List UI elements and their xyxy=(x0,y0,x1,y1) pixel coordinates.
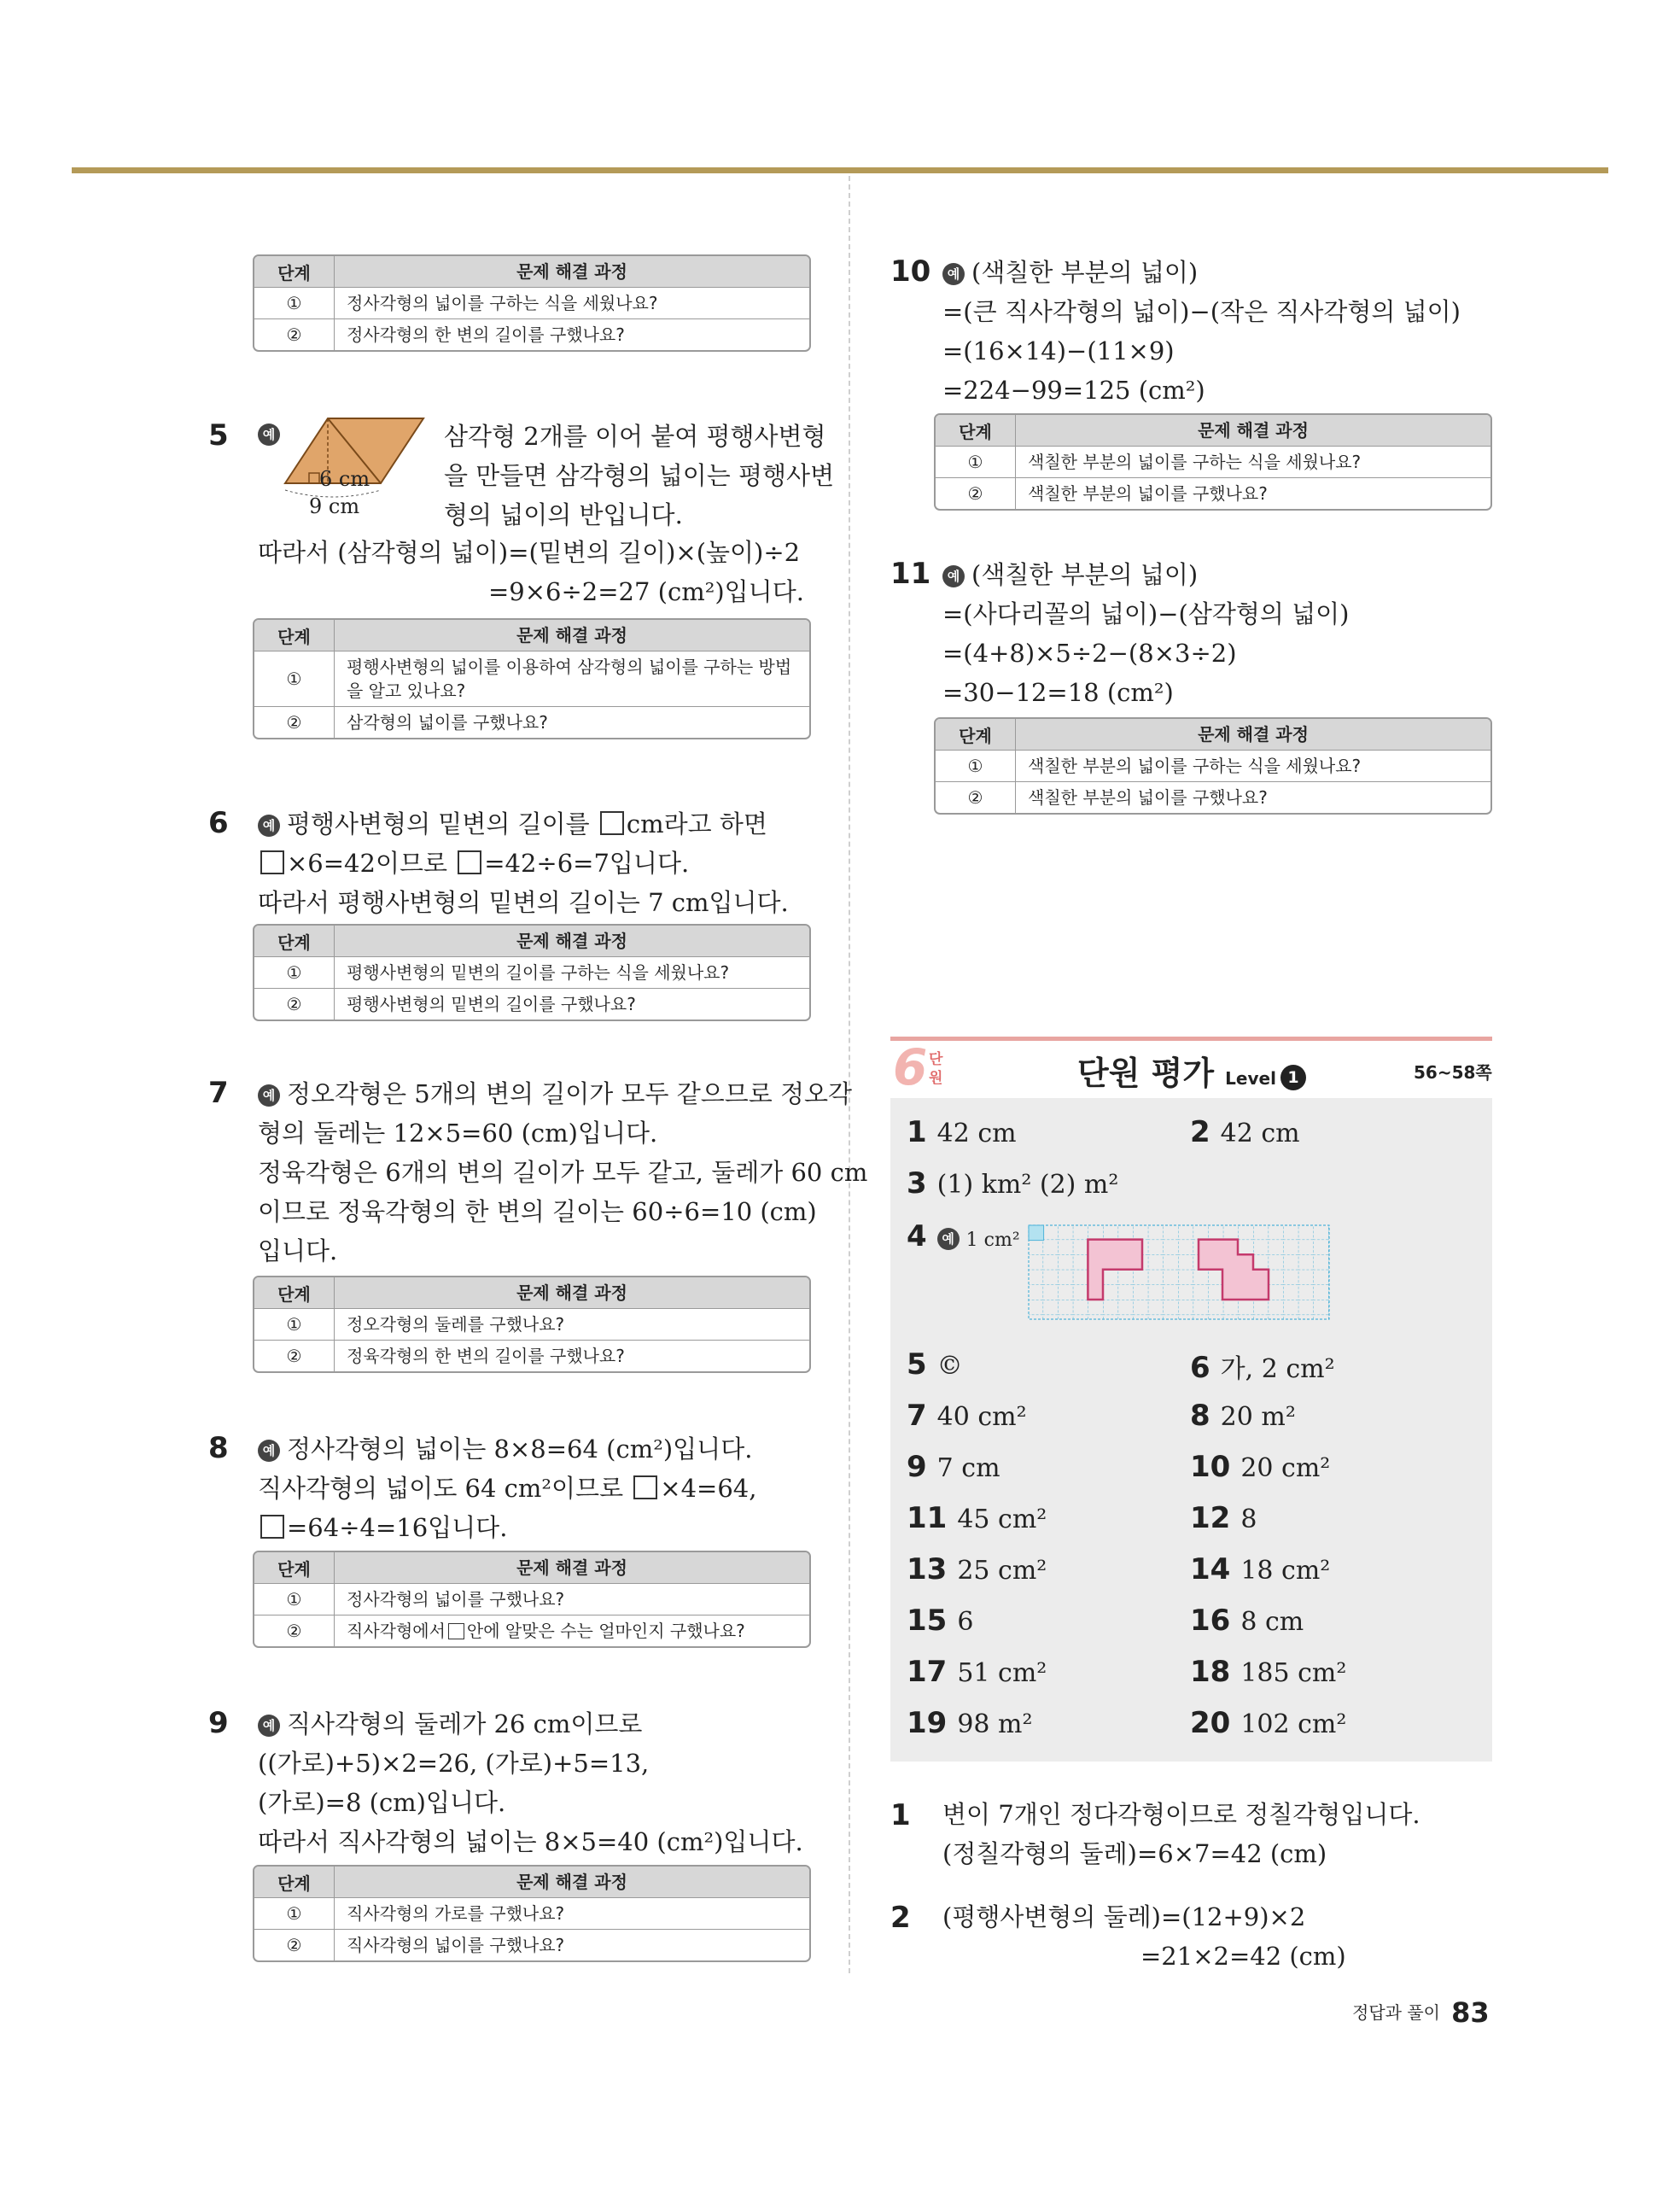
stage-col-header: 단계 xyxy=(936,415,1016,446)
p6-text-2b: =42÷6=7입니다. xyxy=(484,849,690,878)
unit-word-1: 단 xyxy=(929,1051,943,1068)
answer-number: 7 xyxy=(907,1399,927,1433)
sol1-text-2: (정칠각형의 둘레)=6×7=42 (cm) xyxy=(942,1839,1327,1868)
p9-text-1-body: 직사각형의 둘레가 26 cm이므로 xyxy=(287,1709,643,1738)
p10-text-2: =(큰 직사각형의 넓이)−(작은 직사각형의 넓이) xyxy=(942,297,1461,326)
p10-text-4: =224−99=125 (cm²) xyxy=(942,376,1205,405)
stage-num: ① xyxy=(936,447,1016,477)
solution-number: 1 xyxy=(890,1798,911,1832)
stage-text: 삼각형의 넓이를 구했나요? xyxy=(347,712,548,733)
eval-level-label: Level xyxy=(1225,1068,1276,1089)
stage-col-header: 단계 xyxy=(254,1552,335,1583)
p5-text-1: 삼각형 2개를 이어 붙여 평행사변형 xyxy=(444,422,826,451)
eval-top-bar xyxy=(890,1037,1492,1041)
answer-10 xyxy=(1190,1450,1330,1484)
answer-number: 15 xyxy=(907,1604,948,1638)
stage-num: ② xyxy=(254,1341,335,1371)
answer-2 xyxy=(1190,1115,1300,1149)
p7-text-3: 정육각형은 6개의 변의 길이가 모두 같고, 둘레가 60 cm xyxy=(258,1158,868,1187)
stage-text: 정육각형의 한 변의 길이를 구했나요? xyxy=(347,1346,625,1366)
p6-text-1a: 평행사변형의 밑변의 길이를 xyxy=(287,809,590,838)
stage-num: ① xyxy=(254,1309,335,1340)
p8-text-3-body: =64÷4=16입니다. xyxy=(287,1513,508,1542)
answer-value: 가, 2 cm² xyxy=(1220,1354,1335,1384)
answer-number: 12 xyxy=(1190,1501,1231,1535)
answer-number: 14 xyxy=(1190,1552,1231,1586)
answer-value: 51 cm² xyxy=(957,1658,1047,1688)
answer-value: 18 cm² xyxy=(1240,1556,1331,1586)
answer-8 xyxy=(1190,1399,1296,1433)
blank-box xyxy=(260,1515,284,1539)
stage-text: 직사각형의 넓이를 구했나요? xyxy=(347,1935,565,1955)
footer xyxy=(1352,1996,1490,2029)
problem-number: 6 xyxy=(208,806,229,840)
p9-text-1 xyxy=(258,1706,642,1742)
stage-table-10 xyxy=(934,413,1492,511)
unit-word-2: 원 xyxy=(929,1070,943,1087)
answer-16 xyxy=(1190,1604,1304,1638)
stage-num: ② xyxy=(254,1615,335,1646)
stage-text: 평행사변형의 밑변의 길이를 구했나요? xyxy=(347,994,636,1014)
p10-text-1 xyxy=(942,254,1198,290)
example-badge: 예 xyxy=(942,565,965,587)
p8-text-2b: ×4=64, xyxy=(660,1474,757,1503)
process-col-header: 문제 해결 과정 xyxy=(516,1557,627,1578)
process-col-header: 문제 해결 과정 xyxy=(516,625,627,646)
stage-num: ① xyxy=(254,651,335,706)
eval-pages: 56~58쪽 xyxy=(1414,1062,1492,1083)
answer-value: 25 cm² xyxy=(957,1556,1047,1586)
answer-value: 20 m² xyxy=(1220,1402,1296,1432)
solution-number: 2 xyxy=(890,1901,911,1935)
stage-col-header: 단계 xyxy=(254,1867,335,1897)
p5-text-4: 따라서 (삼각형의 넓이)=(밑변의 길이)×(높이)÷2 xyxy=(258,538,801,567)
blank-box xyxy=(458,850,481,874)
p11-text-1-body: (색칠한 부분의 넓이) xyxy=(971,560,1199,589)
answer-value: 42 cm xyxy=(1220,1119,1300,1148)
answer-number: 8 xyxy=(1190,1399,1210,1433)
stage-text-b: 안에 알맞은 수는 얼마인지 구했나요? xyxy=(466,1621,745,1641)
figure-height-label: 6 cm xyxy=(319,467,370,491)
answer-15 xyxy=(907,1604,973,1638)
problem-number: 7 xyxy=(208,1076,229,1110)
answer-5 xyxy=(907,1347,963,1382)
stage-text: 정오각형의 둘레를 구했나요? xyxy=(347,1314,565,1335)
p8-text-1-body: 정사각형의 넓이는 8×8=64 (cm²)입니다. xyxy=(287,1434,753,1464)
grid-unit-label: 1 cm² xyxy=(965,1230,1020,1251)
answer-number: 2 xyxy=(1190,1115,1210,1149)
stage-text xyxy=(335,1615,809,1646)
answer-20 xyxy=(1190,1706,1346,1740)
p8-text-2 xyxy=(258,1470,756,1506)
stage-table-5 xyxy=(253,618,811,739)
answer-number: 19 xyxy=(907,1706,948,1740)
answer-value: © xyxy=(936,1351,963,1381)
answer-17 xyxy=(907,1655,1047,1689)
stage-text: 색칠한 부분의 넓이를 구했나요? xyxy=(1028,483,1268,504)
stage-text: 평행사변형의 넓이를 이용하여 삼각형의 넓이를 구하는 방법을 알고 있나요? xyxy=(347,657,792,701)
p6-text-2a: ×6=42이므로 xyxy=(287,849,447,878)
blank-box xyxy=(260,850,284,874)
column-divider xyxy=(849,176,850,1973)
answer-value: 8 cm xyxy=(1240,1607,1304,1637)
p7-text-5: 입니다. xyxy=(258,1236,338,1265)
answer-number: 16 xyxy=(1190,1604,1231,1638)
unit-number: 6 xyxy=(893,1038,928,1096)
answer-number: 17 xyxy=(907,1655,948,1689)
answer-value: 185 cm² xyxy=(1240,1658,1347,1688)
example-badge: 예 xyxy=(937,1228,960,1250)
stage-col-header: 단계 xyxy=(254,1277,335,1308)
stage-col-header: 단계 xyxy=(936,719,1016,750)
answer-14 xyxy=(1190,1552,1330,1586)
p7-text-2: 형의 둘레는 12×5=60 (cm)입니다. xyxy=(258,1119,658,1148)
answer-4 xyxy=(907,1219,1020,1253)
page-number: 83 xyxy=(1451,1996,1490,2029)
example-badge: 예 xyxy=(258,1084,280,1107)
blank-box xyxy=(448,1623,464,1639)
answer-13 xyxy=(907,1552,1047,1586)
p6-text-3: 따라서 평행사변형의 밑변의 길이는 7 cm입니다. xyxy=(258,888,789,917)
stage-table-6 xyxy=(253,924,811,1021)
problem-number: 11 xyxy=(890,557,931,591)
p9-text-3: (가로)=8 (cm)입니다. xyxy=(258,1788,506,1817)
example-badge: 예 xyxy=(258,1440,280,1462)
sol2-text-1: (평행사변형의 둘레)=(12+9)×2 xyxy=(942,1902,1306,1931)
grid-answer-figure xyxy=(1028,1224,1332,1322)
stage-num: ① xyxy=(254,288,335,318)
answer-9 xyxy=(907,1450,1000,1484)
answer-1 xyxy=(907,1115,1017,1149)
answer-value: 98 m² xyxy=(957,1709,1033,1739)
answer-value: 7 cm xyxy=(936,1453,1000,1483)
stage-text: 색칠한 부분의 넓이를 구했나요? xyxy=(1028,787,1268,808)
stage-table-7 xyxy=(253,1276,811,1373)
stage-col-header: 단계 xyxy=(254,926,335,956)
answer-number: 3 xyxy=(907,1166,927,1201)
p8-text-2a: 직사각형의 넓이도 64 cm²이므로 xyxy=(258,1474,624,1503)
answer-value: 40 cm² xyxy=(936,1402,1027,1432)
stage-text: 색칠한 부분의 넓이를 구하는 식을 세웠나요? xyxy=(1028,756,1362,776)
stage-num: ① xyxy=(254,957,335,988)
p10-text-1-body: (색칠한 부분의 넓이) xyxy=(971,258,1199,287)
stage-num: ② xyxy=(254,989,335,1020)
stage-text: 직사각형의 가로를 구했나요? xyxy=(347,1903,565,1924)
p11-text-4: =30−12=18 (cm²) xyxy=(942,678,1174,707)
answer-number: 18 xyxy=(1190,1655,1231,1689)
answer-number: 1 xyxy=(907,1115,927,1149)
sol2-text-2: =21×2=42 (cm) xyxy=(1140,1942,1346,1971)
stage-num: ① xyxy=(254,1584,335,1615)
answer-value: 20 cm² xyxy=(1240,1453,1331,1483)
p7-text-1 xyxy=(258,1076,852,1112)
example-badge: 예 xyxy=(942,263,965,285)
answer-7 xyxy=(907,1399,1027,1433)
process-col-header: 문제 해결 과정 xyxy=(516,1872,627,1892)
p10-text-3: =(16×14)−(11×9) xyxy=(942,336,1175,365)
footer-label: 정답과 풀이 xyxy=(1352,2002,1440,2023)
problem-number: 5 xyxy=(208,418,229,453)
p11-text-3: =(4+8)×5÷2−(8×3÷2) xyxy=(942,639,1237,668)
p5-text-2: 을 만들면 삼각형의 넓이는 평행사변 xyxy=(444,461,835,490)
answer-12 xyxy=(1190,1501,1257,1535)
stage-table-4 xyxy=(253,254,811,352)
p8-text-3 xyxy=(258,1510,507,1545)
process-col-header: 문제 해결 과정 xyxy=(516,261,627,282)
answer-18 xyxy=(1190,1655,1346,1689)
eval-level-number: 1 xyxy=(1280,1065,1306,1090)
unit-badge xyxy=(893,1038,953,1096)
p9-text-2: ((가로)+5)×2=26, (가로)+5=13, xyxy=(258,1749,650,1778)
answer-number: 11 xyxy=(907,1501,948,1535)
example-badge: 예 xyxy=(258,1715,280,1737)
example-badge: 예 xyxy=(258,815,280,837)
answer-number: 5 xyxy=(907,1347,927,1382)
stage-text: 정사각형의 넓이를 구했나요? xyxy=(347,1589,565,1610)
p7-text-1-body: 정오각형은 5개의 변의 길이가 모두 같으므로 정오각 xyxy=(287,1079,853,1108)
answer-value: 45 cm² xyxy=(957,1504,1047,1534)
stage-text: 평행사변형의 밑변의 길이를 구하는 식을 세웠나요? xyxy=(347,962,730,983)
p11-text-2: =(사다리꼴의 넓이)−(삼각형의 넓이) xyxy=(942,599,1350,628)
example-badge: 예 xyxy=(258,424,280,446)
blank-box xyxy=(600,811,624,835)
answer-number: 20 xyxy=(1190,1706,1231,1740)
sol1-text-1: 변이 7개인 정다각형이므로 정칠각형입니다. xyxy=(942,1800,1420,1829)
answer-number: 10 xyxy=(1190,1450,1231,1484)
blank-box xyxy=(633,1475,657,1499)
p9-text-4: 따라서 직사각형의 넓이는 8×5=40 (cm²)입니다. xyxy=(258,1827,803,1856)
stage-col-header: 단계 xyxy=(254,256,335,287)
process-col-header: 문제 해결 과정 xyxy=(1198,420,1309,441)
p6-text-1 xyxy=(258,806,767,842)
p5-text-5: =9×6÷2=27 (cm²)입니다. xyxy=(488,577,804,606)
problem-number: 10 xyxy=(890,254,931,289)
answer-11 xyxy=(907,1501,1047,1535)
stage-table-8 xyxy=(253,1551,811,1648)
stage-num: ② xyxy=(254,707,335,738)
answer-value: 42 cm xyxy=(936,1119,1017,1148)
answer-value: 8 xyxy=(1240,1504,1257,1534)
p7-text-4: 이므로 정육각형의 한 변의 길이는 60÷6=10 (cm) xyxy=(258,1197,817,1226)
p6-text-2 xyxy=(258,845,689,881)
answer-6 xyxy=(1190,1347,1335,1385)
p11-text-1 xyxy=(942,557,1198,593)
answer-19 xyxy=(907,1706,1033,1740)
process-col-header: 문제 해결 과정 xyxy=(516,1282,627,1303)
stage-text: 정사각형의 넓이를 구하는 식을 세웠나요? xyxy=(347,293,658,313)
p6-text-1b: cm라고 하면 xyxy=(626,809,767,838)
stage-text: 정사각형의 한 변의 길이를 구했나요? xyxy=(347,324,625,345)
process-col-header: 문제 해결 과정 xyxy=(516,931,627,951)
answer-number: 13 xyxy=(907,1552,948,1586)
eval-title-text: 단원 평가 xyxy=(1077,1055,1215,1092)
answer-number: 6 xyxy=(1190,1351,1210,1385)
answer-number: 4 xyxy=(907,1219,927,1253)
stage-text: 색칠한 부분의 넓이를 구하는 식을 세웠나요? xyxy=(1028,452,1362,472)
process-col-header: 문제 해결 과정 xyxy=(1198,724,1309,745)
stage-table-11 xyxy=(934,717,1492,815)
stage-num: ② xyxy=(936,782,1016,813)
answer-value: 102 cm² xyxy=(1240,1709,1347,1739)
stage-num: ② xyxy=(254,319,335,350)
stage-num: ② xyxy=(254,1930,335,1960)
p8-text-1 xyxy=(258,1431,752,1467)
top-rule xyxy=(72,167,1608,173)
problem-number: 8 xyxy=(208,1431,229,1465)
p5-text-3: 형의 넓이의 반입니다. xyxy=(444,500,683,529)
answer-value: (1) km² (2) m² xyxy=(936,1170,1119,1200)
answer-value: 6 xyxy=(957,1607,974,1637)
stage-col-header: 단계 xyxy=(254,620,335,651)
answer-number: 9 xyxy=(907,1450,927,1484)
stage-text-a: 직사각형에서 xyxy=(347,1621,446,1641)
stage-num: ① xyxy=(254,1898,335,1929)
stage-num: ① xyxy=(936,751,1016,781)
figure-base-label: 9 cm xyxy=(309,494,360,518)
stage-num: ② xyxy=(936,478,1016,509)
eval-title xyxy=(1077,1047,1306,1094)
problem-number: 9 xyxy=(208,1706,229,1740)
stage-table-9 xyxy=(253,1865,811,1962)
answer-3 xyxy=(907,1166,1118,1201)
